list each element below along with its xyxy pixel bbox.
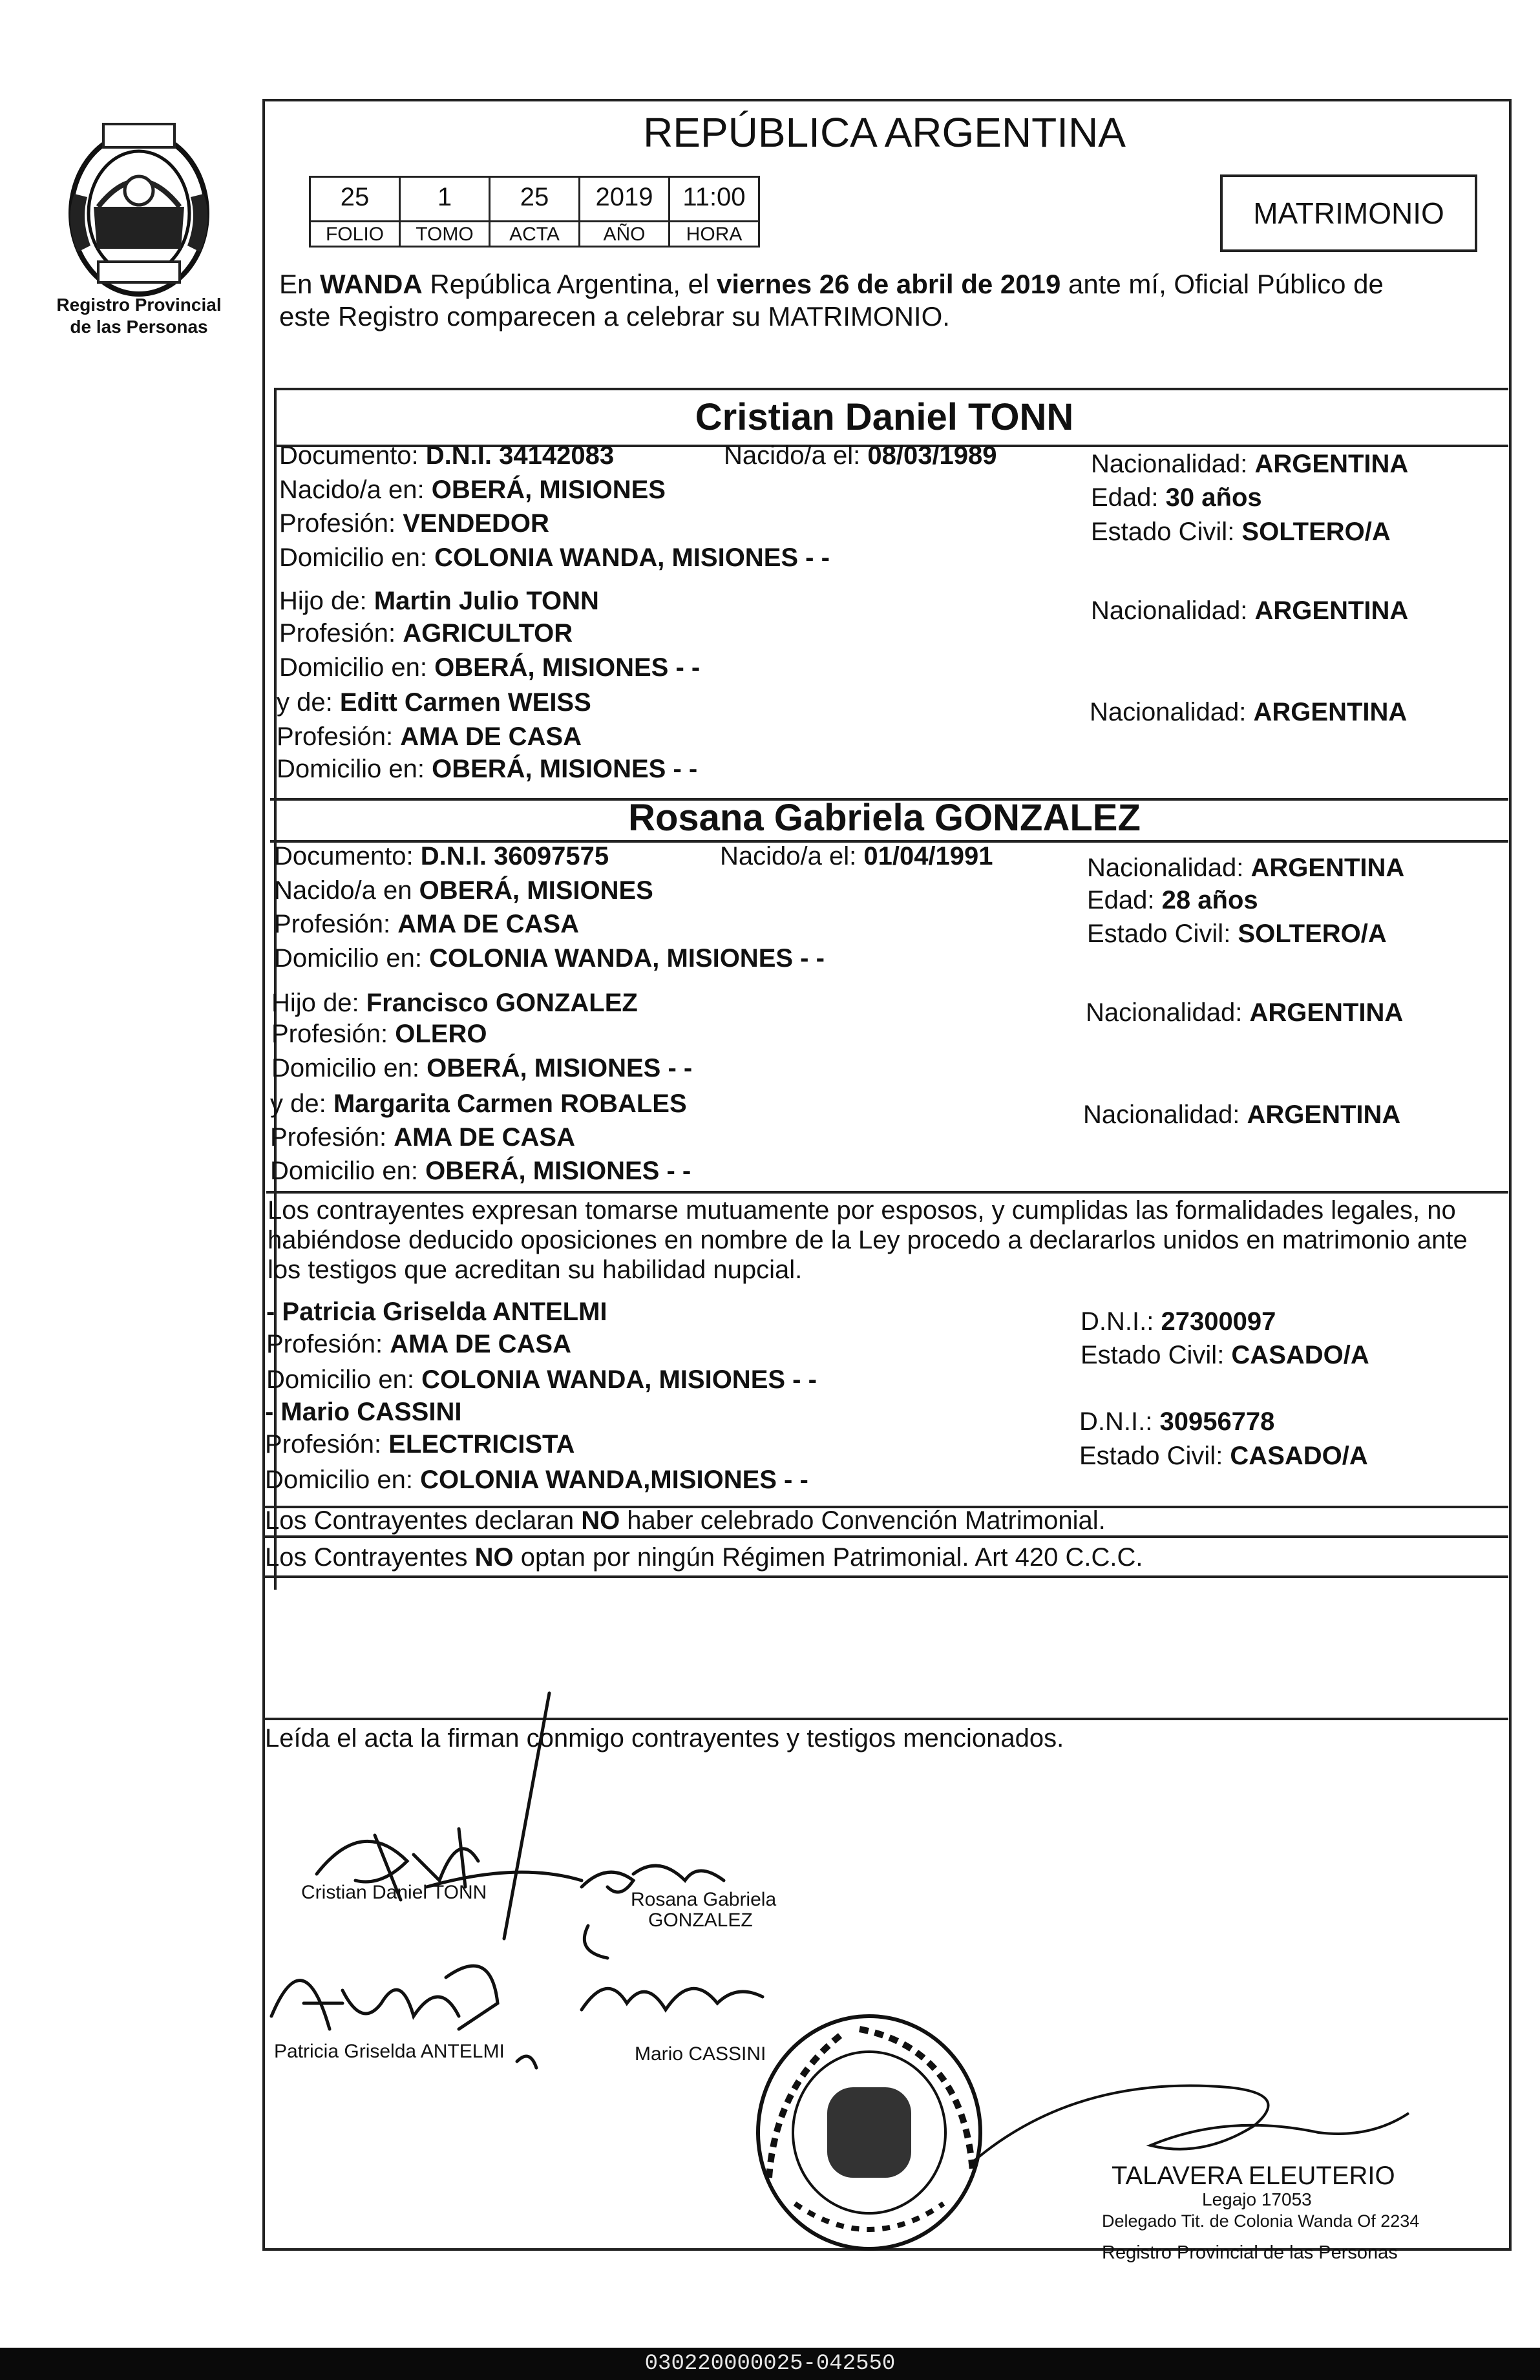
bride-nacido-en: Nacido/a en OBERÁ, MISIONES [274, 876, 653, 905]
ano-value-cell [578, 176, 670, 222]
bride-father-domicilio: Domicilio en: OBERÁ, MISIONES - - [271, 1054, 693, 1082]
groom-name-row [262, 395, 1506, 441]
groom-profesion: Profesión: VENDEDOR [279, 509, 549, 538]
misiones-seal-icon [58, 116, 220, 304]
hora-label-cell [668, 220, 760, 247]
intro-p1: En [279, 269, 321, 299]
registry-logo [58, 116, 220, 304]
groom-nacido-el: Nacido/a el: 08/03/1989 [724, 441, 997, 470]
intro-p3: ante mí, Oficial Público de [1060, 269, 1384, 299]
groom-father-nacionalidad: Nacionalidad: ARGENTINA [1091, 596, 1409, 625]
closing-text: Leída el acta la firman conmigo contrayentes y testigos mencionados. [265, 1724, 1064, 1753]
tomo-label: TOMO [416, 224, 474, 245]
ano-label-cell [578, 220, 670, 247]
witness2-estado-civil: Estado Civil: CASADO/A [1079, 1442, 1368, 1470]
registry-name-line2: de las Personas [70, 317, 208, 337]
convention-line-1: Los Contrayentes declaran NO haber celebrado Convención Matrimonial. [265, 1506, 1106, 1535]
signature-label-bride-line1: Rosana Gabriela [631, 1889, 777, 1910]
acta-label-cell [489, 220, 580, 247]
folio-value: 25 [340, 183, 370, 211]
groom-father-domicilio: Domicilio en: OBERÁ, MISIONES - - [279, 653, 701, 682]
intro-line-1 [279, 268, 1384, 300]
official-seal [750, 2010, 989, 2255]
groom-nacido-en: Nacido/a en: OBERÁ, MISIONES [279, 476, 666, 504]
acta-value: 25 [520, 183, 549, 211]
groom-documento: Documento: D.N.I. 34142083 [279, 441, 615, 470]
bride-name: Rosana Gabriela GONZALEZ [628, 797, 1141, 839]
intro-date: viernes 26 de abril de 2019 [717, 269, 1061, 299]
intro-p2: República Argentina, el [422, 269, 717, 299]
hora-value: 11:00 [682, 183, 746, 211]
folio-label-cell [309, 220, 401, 247]
act-type: MATRIMONIO [1253, 196, 1444, 230]
bride-father-profesion: Profesión: OLERO [271, 1020, 487, 1048]
bride-mother-nacionalidad: Nacionalidad: ARGENTINA [1083, 1100, 1401, 1129]
groom-estado-civil: Estado Civil: SOLTERO/A [1091, 518, 1391, 546]
bride-father-nacionalidad: Nacionalidad: ARGENTINA [1086, 998, 1404, 1027]
signature-label-groom: Cristian Daniel TONN [301, 1882, 487, 1903]
tomo-value-cell [399, 176, 490, 222]
witness2-profesion: Profesión: ELECTRICISTA [265, 1430, 575, 1459]
groom-mother-profesion: Profesión: AMA DE CASA [277, 722, 582, 751]
convention-line-2: Los Contrayentes NO optan por ningún Régimen Patrimonial. Art 420 C.C.C. [265, 1543, 1143, 1572]
bride-edad: Edad: 28 años [1087, 886, 1258, 914]
official-office: Registro Provincial de las Personas [1102, 2242, 1398, 2263]
witness1-name: - Patricia Griselda ANTELMI [266, 1298, 607, 1326]
divider-convention-2 [262, 1575, 1508, 1578]
groom-father-profesion: Profesión: AGRICULTOR [279, 619, 573, 648]
groom-mother-domicilio: Domicilio en: OBERÁ, MISIONES - - [277, 755, 698, 783]
witness2-name: - Mario CASSINI [265, 1398, 462, 1426]
barcode-text: 030220000025-042550 [0, 2348, 1540, 2380]
official-role: Delegado Tit. de Colonia Wanda Of 2234 [1102, 2211, 1420, 2231]
signature-label-witness2: Mario CASSINI [635, 2043, 766, 2065]
declaration-line-1: Los contrayentes expresan tomarse mutuamente por esposos, y cumplidas las formalidades legales, no [268, 1196, 1456, 1225]
groom-mother: y de: Editt Carmen WEISS [277, 688, 591, 717]
act-type-box [1220, 174, 1477, 252]
groom-name: Cristian Daniel TONN [695, 396, 1074, 438]
bride-domicilio: Domicilio en: COLONIA WANDA, MISIONES - - [274, 944, 825, 973]
ano-label: AÑO [603, 224, 646, 245]
bride-profesion: Profesión: AMA DE CASA [274, 910, 579, 938]
hora-label: HORA [686, 224, 743, 245]
groom-mother-nacionalidad: Nacionalidad: ARGENTINA [1090, 698, 1408, 726]
witness2-domicilio: Domicilio en: COLONIA WANDA,MISIONES - - [265, 1466, 808, 1494]
intro-line-2: este Registro comparecen a celebrar su MATRIMONIO. [279, 301, 950, 332]
groom-domicilio: Domicilio en: COLONIA WANDA, MISIONES - - [279, 543, 830, 572]
acta-value-cell [489, 176, 580, 222]
witness1-profesion: Profesión: AMA DE CASA [266, 1330, 571, 1358]
groom-father: Hijo de: Martin Julio TONN [279, 587, 599, 615]
hora-value-cell [668, 176, 760, 222]
bride-documento: Documento: D.N.I. 36097575 [274, 842, 609, 870]
declaration-line-3: los testigos que acreditan su habilidad nupcial. [268, 1256, 803, 1284]
witness2-dni: D.N.I.: 30956778 [1079, 1407, 1275, 1436]
country-title: REPÚBLICA ARGENTINA [643, 109, 1126, 156]
folio-label: FOLIO [325, 224, 384, 245]
divider-header [277, 388, 1508, 390]
divider-declaration [266, 1191, 1508, 1194]
declaration-line-2: habiéndose deducido oposiciones en nombre de la Ley procedo a declararlos unidos en matrimonio ante [268, 1226, 1468, 1254]
folio-value-cell [309, 176, 401, 222]
bride-name-row [262, 796, 1506, 841]
witness1-estado-civil: Estado Civil: CASADO/A [1081, 1341, 1369, 1369]
bride-mother-domicilio: Domicilio en: OBERÁ, MISIONES - - [270, 1157, 691, 1185]
bride-nacido-el: Nacido/a el: 01/04/1991 [720, 842, 993, 870]
registry-seal-icon [750, 2010, 989, 2255]
acta-label: ACTA [509, 224, 560, 245]
witness1-dni: D.N.I.: 27300097 [1081, 1307, 1276, 1336]
witness1-domicilio: Domicilio en: COLONIA WANDA, MISIONES - - [266, 1365, 817, 1394]
official-legajo: Legajo 17053 [1202, 2189, 1312, 2209]
ano-value: 2019 [595, 183, 653, 211]
bride-mother: y de: Margarita Carmen ROBALES [270, 1090, 687, 1118]
registry-fields [309, 176, 768, 248]
bride-nacionalidad: Nacionalidad: ARGENTINA [1087, 854, 1405, 882]
bride-estado-civil: Estado Civil: SOLTERO/A [1087, 920, 1387, 948]
bride-mother-profesion: Profesión: AMA DE CASA [270, 1123, 575, 1152]
signature-label-bride-line2: GONZALEZ [648, 1910, 753, 1931]
groom-nacionalidad: Nacionalidad: ARGENTINA [1091, 450, 1409, 478]
tomo-value: 1 [437, 183, 452, 211]
groom-edad: Edad: 30 años [1091, 483, 1262, 512]
bride-father: Hijo de: Francisco GONZALEZ [271, 989, 638, 1017]
signature-label-witness1: Patricia Griselda ANTELMI [274, 2041, 505, 2062]
intro-city: WANDA [320, 269, 423, 299]
tomo-label-cell [399, 220, 490, 247]
registry-name-line1: Registro Provincial [56, 295, 222, 315]
official-name: TALAVERA ELEUTERIO [1112, 2162, 1395, 2190]
